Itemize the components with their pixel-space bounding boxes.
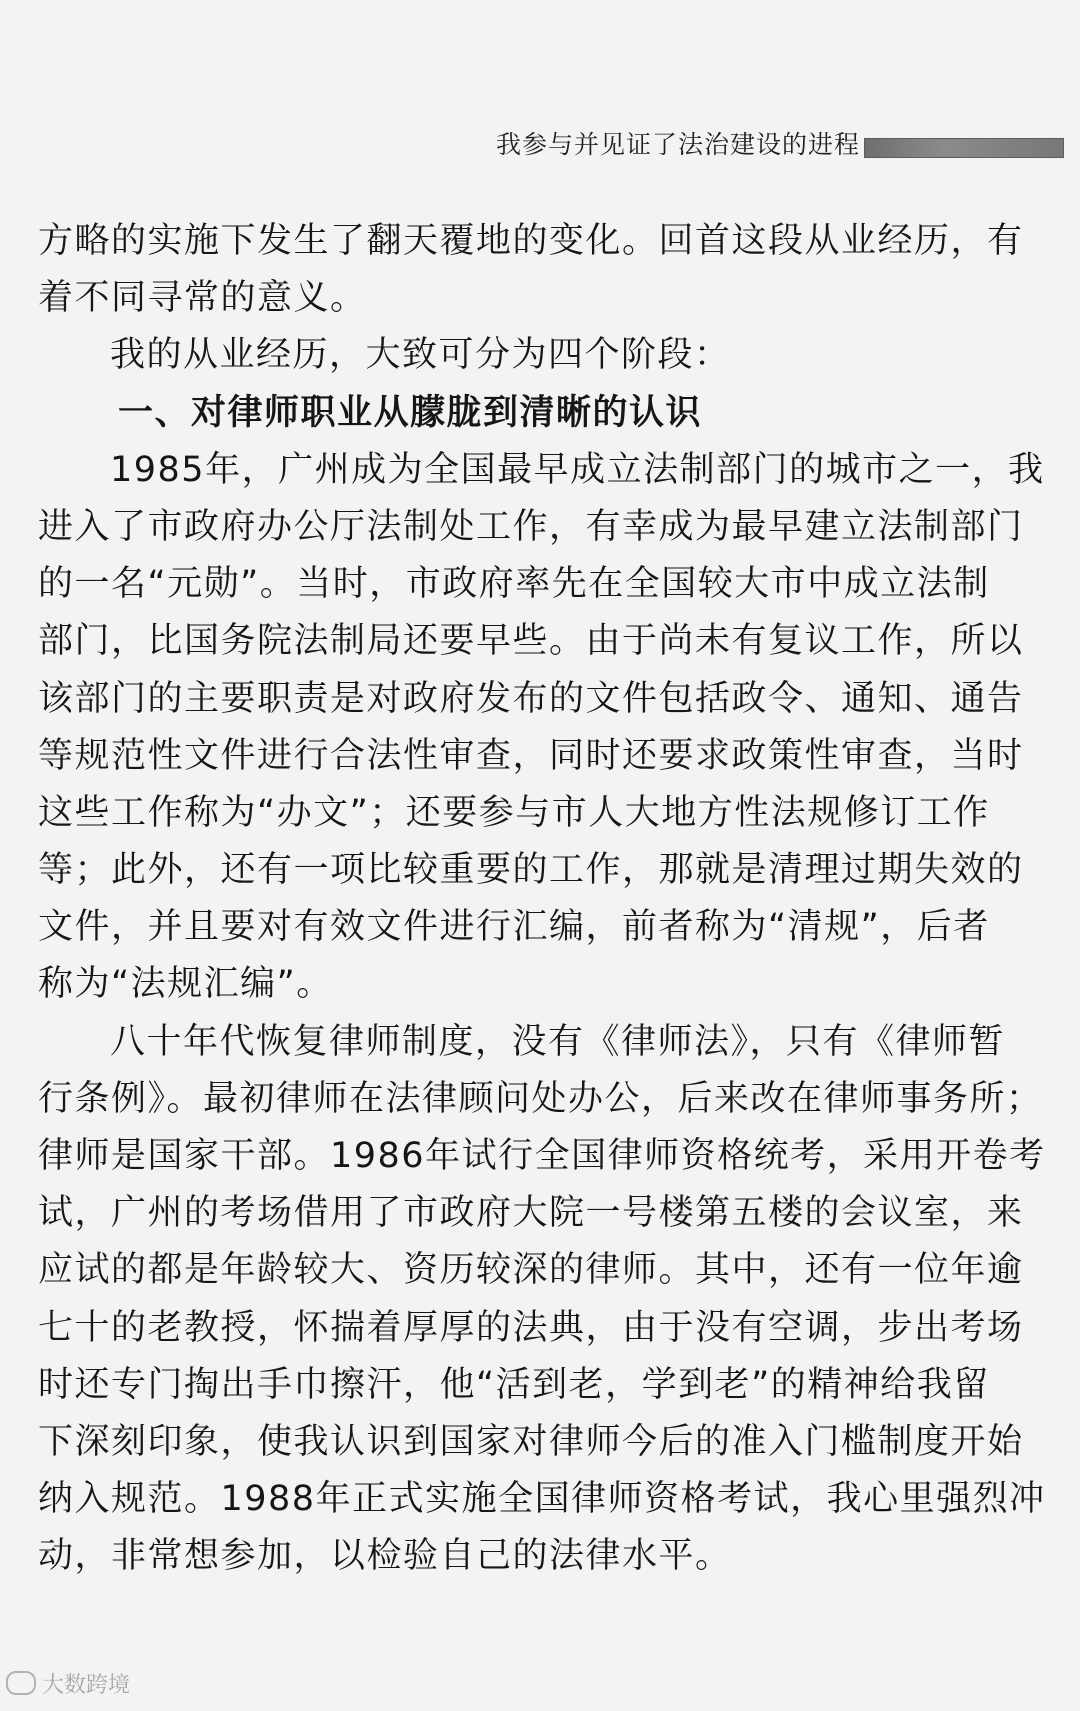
header-decorative-bar <box>864 138 1064 158</box>
text-line: 时还专门掏出手巾擦汗，他“活到老，学到老”的精神给我留 <box>38 1364 990 1405</box>
text-line: 部门，比国务院法制局还要早些。由于尚未有复议工作，所以 <box>38 621 1024 662</box>
text-line: 的一名“元勋”。当时，市政府率先在全国较大市中成立法制 <box>38 564 990 605</box>
text-line: 等规范性文件进行合法性审查，同时还要求政策性审查，当时 <box>38 735 1024 776</box>
body-text <box>38 213 1044 1586</box>
text-line: 我的从业经历，大致可分为四个阶段： <box>110 335 731 376</box>
text-line: 1985年，广州成为全国最早成立法制部门的城市之一，我 <box>110 449 1045 490</box>
text-line: 纳入规范。1988年正式实施全国律师资格考试，我心里强烈冲 <box>38 1479 1046 1520</box>
text-line: 试，广州的考场借用了市政府大院一号楼第五楼的会议室，来 <box>38 1193 1024 1234</box>
running-title: 我参与并见证了法治建设的进程 <box>495 130 860 159</box>
watermark <box>6 1668 130 1699</box>
text-line: 等；此外，还有一项比较重要的工作，那就是清理过期失效的 <box>38 850 1024 891</box>
text-line: 这些工作称为“办文”；还要参与市人大地方性法规修订工作 <box>38 792 990 833</box>
text-line: 方略的实施下发生了翻天覆地的变化。回首这段从业经历，有 <box>38 221 1024 261</box>
text-line: 下深刻印象，使我认识到国家对律师今后的准入门槛制度开始 <box>38 1421 1024 1462</box>
text-line: 着不同寻常的意义。 <box>38 278 367 319</box>
text-line: 动，非常想参加，以检验自己的法律水平。 <box>38 1536 732 1577</box>
running-header <box>0 128 1080 162</box>
text-line: 七十的老教授，怀揣着厚厚的法典，由于没有空调，步出考场 <box>38 1307 1024 1348</box>
text-line: 该部门的主要职责是对政府发布的文件包括政令、通知、通告 <box>38 678 1024 719</box>
text-line: 行条例》。最初律师在法律顾问处办公，后来改在律师事务所； <box>38 1078 1043 1119</box>
text-line: 八十年代恢复律师制度，没有《律师法》，只有《律师暂 <box>110 1021 1006 1062</box>
watermark-logo-icon <box>6 1671 36 1695</box>
text-line: 称为“法规汇编”。 <box>38 964 333 1005</box>
text-line: 律师是国家干部。1986年试行全国律师资格统考，采用开卷考 <box>38 1136 1046 1176</box>
text-line: 进入了市政府办公厅法制处工作，有幸成为最早建立法制部门 <box>38 506 1024 547</box>
text-line: 应试的都是年龄较大、资历较深的律师。其中，还有一位年逾 <box>38 1250 1024 1291</box>
text-line: 文件，并且要对有效文件进行汇编，前者称为“清规”，后者 <box>38 907 990 948</box>
section-heading: 一、对律师职业从朦胧到清晰的认识 <box>118 392 703 433</box>
watermark-text: 大数跨境 <box>42 1673 131 1698</box>
